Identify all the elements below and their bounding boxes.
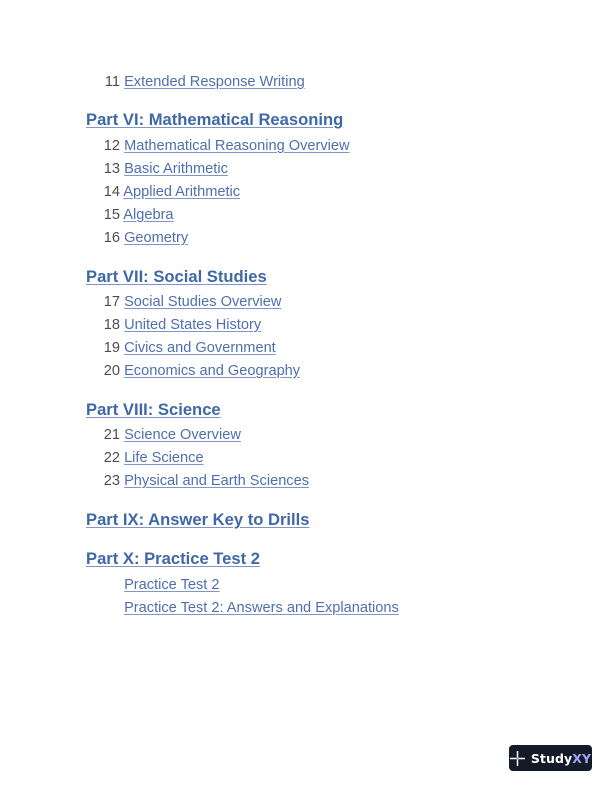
plus-sparkle-icon (510, 751, 525, 766)
toc-entry-number: 19 (103, 340, 120, 356)
toc-entry-link[interactable]: Life Science (124, 450, 204, 466)
toc-entry-19[interactable] (100, 339, 276, 357)
toc-entry-link[interactable]: Geometry (124, 230, 189, 246)
toc-entry-number: 15 (103, 207, 120, 223)
toc-entry-16[interactable] (100, 229, 188, 247)
toc-entry-link[interactable]: Economics and Geography (124, 363, 301, 379)
toc-entry-number: 22 (103, 450, 120, 466)
toc-entry-20[interactable] (100, 362, 300, 380)
toc-entry-number: 16 (103, 230, 120, 246)
toc-entry-number: 14 (103, 184, 120, 200)
toc-entry-link[interactable]: United States History (124, 317, 262, 333)
toc-entry-practice-test-2[interactable] (100, 576, 220, 594)
part-heading-viii[interactable]: Part VIII: Science (86, 400, 221, 419)
toc-entry-link[interactable]: Applied Arithmetic (123, 184, 241, 200)
toc-entry-link[interactable]: Practice Test 2: Answers and Explanations (124, 600, 399, 616)
brand-main-text: Study (530, 750, 573, 766)
toc-entry-link[interactable]: Social Studies Overview (124, 294, 282, 310)
toc-entry-number: 23 (103, 473, 120, 489)
toc-entry-number: 13 (103, 161, 120, 177)
toc-entry-23[interactable] (100, 472, 309, 490)
toc-entry-number: 20 (103, 363, 120, 379)
toc-entry-link[interactable]: Algebra (123, 207, 174, 223)
part-heading-vi[interactable]: Part VI: Mathematical Reasoning (86, 110, 344, 129)
toc-entry-link[interactable]: Science Overview (124, 427, 241, 443)
toc-entry-21[interactable] (100, 426, 241, 444)
toc-entry-link[interactable]: Extended Response Writing (124, 74, 305, 90)
part-heading-x[interactable]: Part X: Practice Test 2 (86, 549, 261, 568)
part-heading-vii[interactable]: Part VII: Social Studies (86, 267, 267, 286)
toc-entry-number: 12 (103, 138, 120, 154)
toc-entry-link[interactable]: Physical and Earth Sciences (124, 473, 310, 489)
toc-entry-number: 21 (103, 427, 120, 443)
toc-entry-22[interactable] (100, 449, 204, 467)
toc-entry-practice-test-2-answers[interactable] (100, 599, 399, 617)
toc-entry-link[interactable]: Basic Arithmetic (124, 161, 228, 177)
toc-entry-number: 11 (104, 74, 120, 90)
toc-entry-link[interactable]: Practice Test 2 (124, 577, 220, 593)
brand-accent-text: XY (572, 750, 592, 766)
toc-entry-18[interactable] (100, 316, 261, 334)
toc-entry-link[interactable]: Civics and Government (124, 340, 276, 356)
toc-entry-17[interactable] (100, 293, 281, 311)
toc-entry-12[interactable] (100, 137, 350, 155)
toc-entry-11[interactable] (100, 73, 305, 91)
part-heading-ix[interactable]: Part IX: Answer Key to Drills (86, 510, 310, 529)
toc-entry-15[interactable] (100, 206, 174, 224)
toc-entry-link[interactable]: Mathematical Reasoning Overview (124, 138, 350, 154)
toc-entry-13[interactable] (100, 160, 228, 178)
toc-entry-number: 18 (103, 317, 120, 333)
toc-entry-14[interactable] (100, 183, 240, 201)
brand-logo-text (531, 751, 591, 766)
toc-entry-number: 17 (103, 294, 120, 310)
studyxy-badge[interactable] (509, 745, 592, 771)
